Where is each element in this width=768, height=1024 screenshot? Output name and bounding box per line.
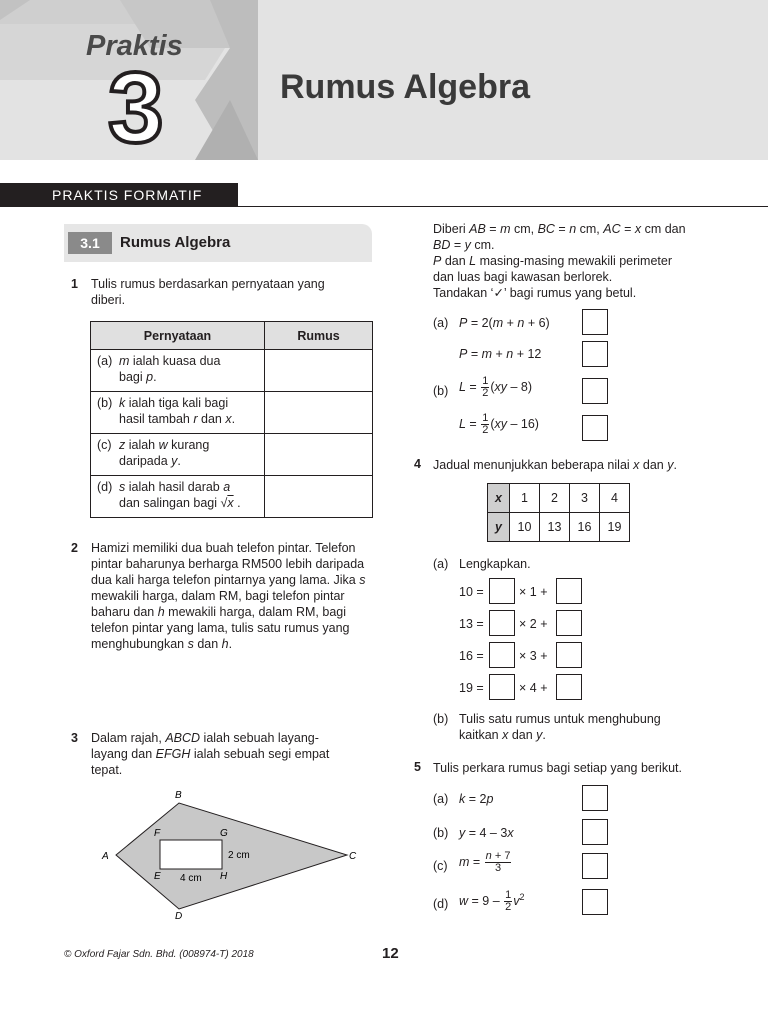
part-text: Lengkapkan. xyxy=(459,557,531,571)
tick-box[interactable] xyxy=(582,378,608,404)
dimension-gh: 2 cm xyxy=(228,850,250,861)
dimension-eh: 4 cm xyxy=(180,873,202,884)
part-label: (a) xyxy=(433,557,449,571)
item-label: (d) xyxy=(433,897,449,911)
equation-mult: × 1 + xyxy=(519,585,548,599)
answer-cell[interactable] xyxy=(265,350,373,392)
row-label: (d) xyxy=(97,480,113,494)
answer-box[interactable] xyxy=(489,578,515,604)
question-text: Hamizi memiliki dua buah telefon pintar. Telefon pintar baharunya berharga RM500 lebih daripada dua kali harga telefon pintarnya yang lama. Jika s mewakili harga, dalam RM, bagi telefon pintar baharu dan h mewakili harga, dalam RM, bagi telefon pintar yang lama, tulis satu rumus yang menghubungkan s dan h. xyxy=(91,541,366,651)
answer-cell[interactable] xyxy=(265,476,373,518)
table-cell: 4 xyxy=(600,484,630,513)
option-label: (b) xyxy=(433,384,449,398)
praktis-label: Praktis xyxy=(86,30,183,62)
item-label: (c) xyxy=(433,859,448,873)
question-number: 1 xyxy=(71,277,78,291)
answer-box[interactable] xyxy=(582,819,608,845)
row-label: (a) xyxy=(97,354,113,368)
question-text: Diberi AB = m cm, BC = n cm, AC = x cm dan BD = y cm. P dan L masing-masing mewakili perimeter dan luas bagi kawasan berlorek. Tandakan ‘✓’ bagi rumus yang betul. xyxy=(433,222,686,300)
answer-box[interactable] xyxy=(556,642,582,668)
table-row: (c) z ialah w kurang daripada y. xyxy=(91,434,373,476)
equation-lhs: 19 = xyxy=(459,681,484,695)
table-cell: 16 xyxy=(570,513,600,542)
answer-box[interactable] xyxy=(556,578,582,604)
item-label: (b) xyxy=(433,826,449,840)
row-label: (c) xyxy=(97,438,112,452)
tick-box[interactable] xyxy=(582,341,608,367)
formula: P = 2(m + n + 6) xyxy=(459,316,550,330)
chapter-number: 3 xyxy=(108,52,164,164)
formula: k = 2p xyxy=(459,792,494,806)
formula: L = $\frac{1}{2}$ (xy – 16) xyxy=(459,412,539,436)
table-row: (a) m ialah kuasa dua bagi p. xyxy=(91,350,373,392)
row-label: (b) xyxy=(97,396,113,410)
table-cell: 2 xyxy=(540,484,570,513)
tick-box[interactable] xyxy=(582,415,608,441)
table-header: Pernyataan xyxy=(91,322,265,350)
question-number: 5 xyxy=(414,760,421,774)
equation-lhs: 16 = xyxy=(459,649,484,663)
answer-box[interactable] xyxy=(489,642,515,668)
equation-mult: × 4 + xyxy=(519,681,548,695)
question-text: Tulis perkara rumus bagi setiap yang berikut. xyxy=(433,761,682,775)
table-header: Rumus xyxy=(265,322,373,350)
part-label: (b) xyxy=(433,712,449,726)
tick-box[interactable] xyxy=(582,309,608,335)
vertex-f-label: F xyxy=(154,828,161,839)
formula: L = $\frac{1}{2}$ (xy – 8) xyxy=(459,375,533,399)
question-number: 3 xyxy=(71,731,78,745)
equation-lhs: 13 = xyxy=(459,617,484,631)
section-label: PRAKTIS FORMATIF xyxy=(52,187,203,203)
answer-cell[interactable] xyxy=(265,434,373,476)
table-cell: 13 xyxy=(540,513,570,542)
question-text: Tulis rumus berdasarkan pernyataan yang diberi. xyxy=(91,277,325,307)
formula: y = 4 – 3x xyxy=(459,826,514,840)
rectangle-efgh xyxy=(160,840,222,869)
table-cell: 1 xyxy=(510,484,540,513)
chapter-title: Rumus Algebra xyxy=(280,68,531,106)
subsection-title: Rumus Algebra xyxy=(120,234,231,251)
part-text: Tulis satu rumus untuk menghubung kaitkan x dan y. xyxy=(459,712,661,742)
table-cell: 10 xyxy=(510,513,540,542)
vertex-d-label: D xyxy=(175,911,183,922)
vertex-g-label: G xyxy=(220,828,228,839)
equation-mult: × 2 + xyxy=(519,617,548,631)
question-text: Dalam rajah, ABCD ialah sebuah layang-layang dan EFGH ialah sebuah segi empat tepat. xyxy=(91,731,330,777)
section-divider xyxy=(0,206,768,207)
xy-table xyxy=(487,483,630,542)
question-number: 2 xyxy=(71,541,78,555)
answer-box[interactable] xyxy=(489,610,515,636)
row-header: x xyxy=(488,484,510,513)
answer-box[interactable] xyxy=(556,674,582,700)
equation-mult: × 3 + xyxy=(519,649,548,663)
formula: P = m + n + 12 xyxy=(459,347,542,361)
page-number: 12 xyxy=(382,945,399,962)
vertex-e-label: E xyxy=(154,871,161,882)
table-cell: 19 xyxy=(600,513,630,542)
vertex-c-label: C xyxy=(349,851,357,862)
question-number: 4 xyxy=(414,457,421,471)
table-row: (d) s ialah hasil darab a dan salingan bagi √x . xyxy=(91,476,373,518)
vertex-a-label: A xyxy=(102,851,109,862)
copyright-text: © Oxford Fajar Sdn. Bhd. (008974-T) 2018 xyxy=(64,949,254,960)
answer-box[interactable] xyxy=(556,610,582,636)
vertex-b-label: B xyxy=(175,790,182,801)
table-cell: 3 xyxy=(570,484,600,513)
answer-box[interactable] xyxy=(582,853,608,879)
statement-table xyxy=(90,321,373,518)
equation-lhs: 10 = xyxy=(459,585,484,599)
row-header: y xyxy=(488,513,510,542)
table-row: (b) k ialah tiga kali bagi hasil tambah r dan x. xyxy=(91,392,373,434)
answer-box[interactable] xyxy=(582,889,608,915)
vertex-h-label: H xyxy=(220,871,228,882)
question-text: Jadual menunjukkan beberapa nilai x dan y. xyxy=(433,458,677,472)
answer-cell[interactable] xyxy=(265,392,373,434)
answer-box[interactable] xyxy=(582,785,608,811)
kite-diagram xyxy=(96,786,366,922)
answer-box[interactable] xyxy=(489,674,515,700)
instruction-text: Tandakan ‘✓’ bagi rumus yang betul. xyxy=(433,286,637,300)
option-label: (a) xyxy=(433,316,449,330)
item-label: (a) xyxy=(433,792,449,806)
subsection-number: 3.1 xyxy=(68,232,112,254)
section-bar xyxy=(0,183,238,207)
formula: w = 9 – $\frac{1}{2}$ $v^2$ xyxy=(459,889,525,914)
formula: m = $\frac{n + 7}{3}$ xyxy=(459,850,511,874)
